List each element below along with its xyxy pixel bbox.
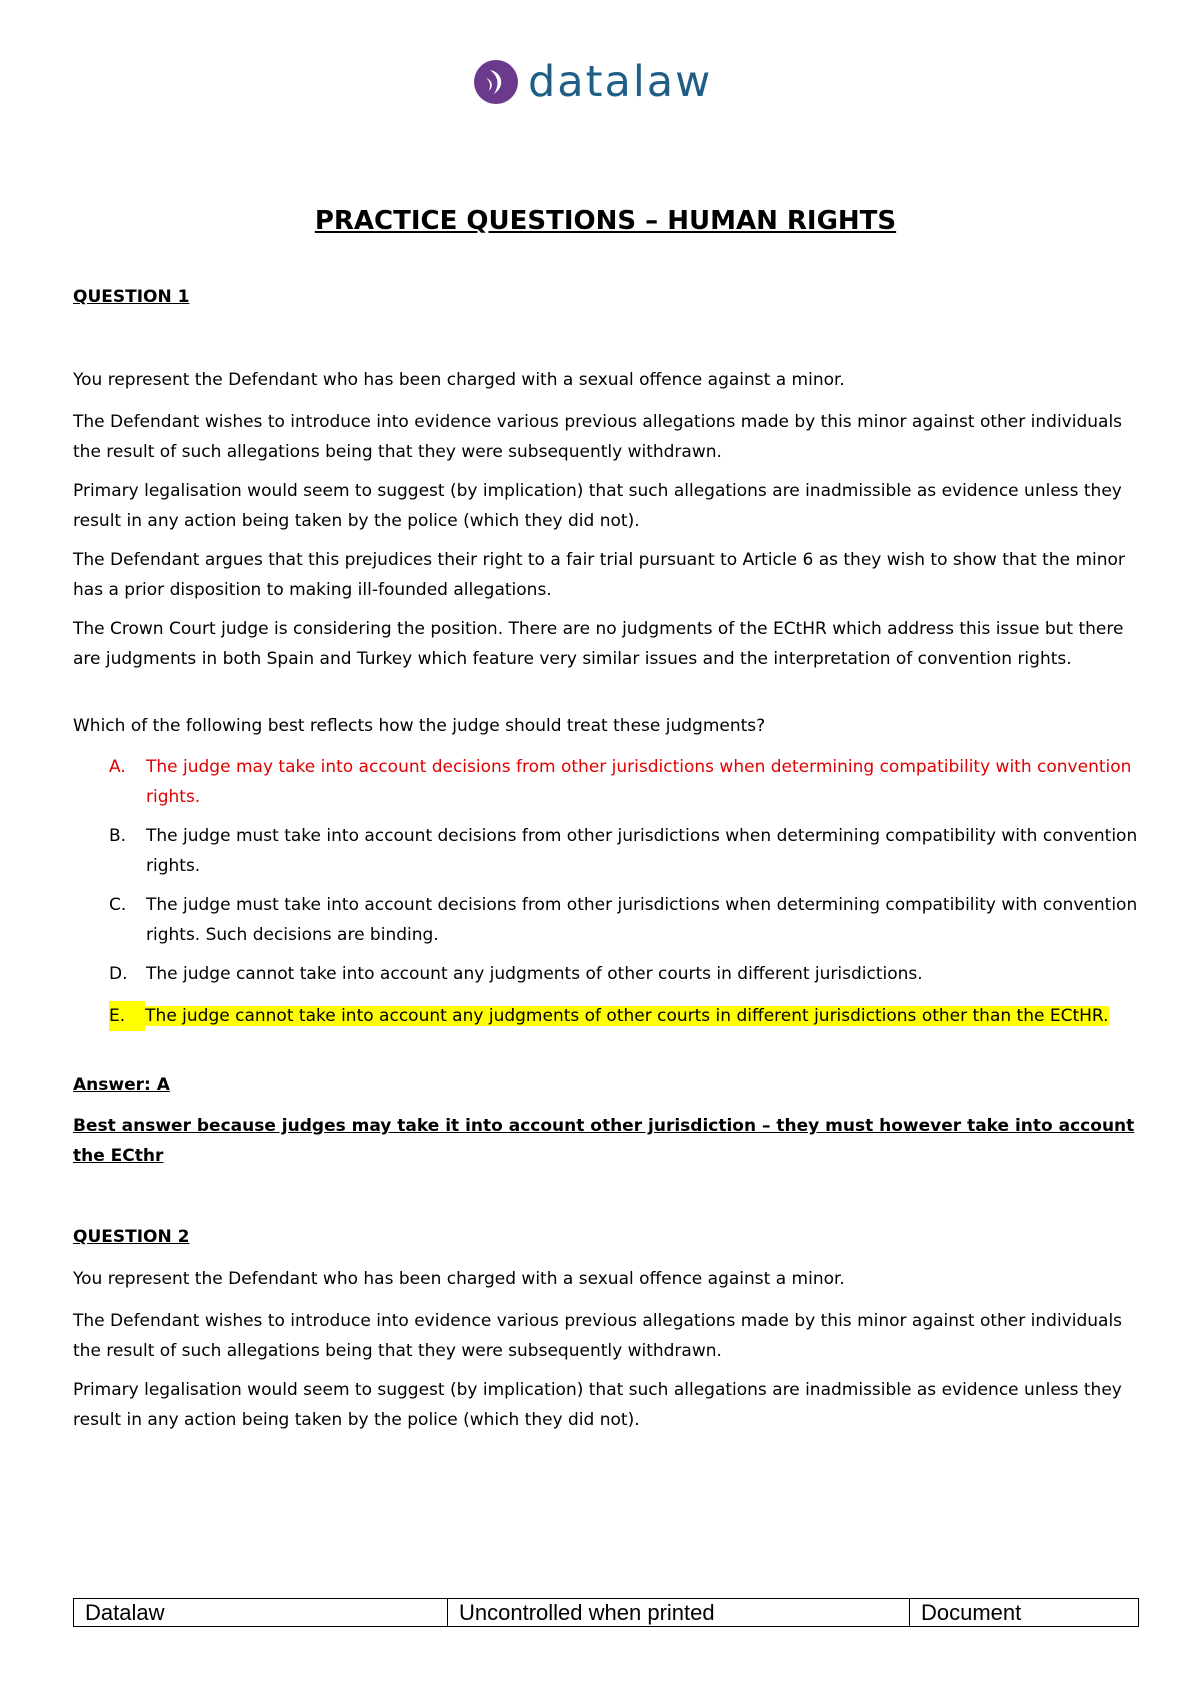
- option-text: The judge must take into account decisions from other jurisdictions when determining compatibility with convention rights.: [146, 826, 1138, 876]
- q1-paragraph: The Crown Court judge is considering the position. There are no judgments of the ECtHR which address this issue but there are judgments in both Spain and Turkey which feature very similar issues and the interpretation of convention rights.: [73, 619, 1124, 669]
- answer-line: Answer: A: [73, 1075, 170, 1095]
- option-b: [109, 821, 1139, 881]
- q1-paragraph: The Defendant wishes to introduce into evidence various previous allegations made by this minor against other individuals the result of such allegations being that they were subsequently withdrawn.: [73, 412, 1123, 462]
- option-text: The judge cannot take into account any judgments of other courts in different jurisdictions other than the ECtHR.: [145, 1006, 1109, 1026]
- q1-paragraph: Primary legalisation would seem to suggest (by implication) that such allegations are inadmissible as evidence unless they result in any action being taken by the police (which they did not).: [73, 481, 1122, 531]
- option-letter: D.: [109, 964, 128, 984]
- q2-paragraph: Primary legalisation would seem to suggest (by implication) that such allegations are inadmissible as evidence unless they result in any action being taken by the police (which they did not).: [73, 1380, 1122, 1430]
- option-letter: A.: [109, 757, 126, 777]
- footer-cell: Uncontrolled when printed: [448, 1599, 910, 1626]
- option-c: [109, 890, 1139, 950]
- footer-table: [73, 1598, 1139, 1627]
- footer-cell: Document: [921, 1600, 1022, 1625]
- question-2-heading: QUESTION 2: [73, 1227, 190, 1247]
- option-letter: E.: [109, 1001, 145, 1031]
- page-title: PRACTICE QUESTIONS – HUMAN RIGHTS: [314, 206, 897, 236]
- option-text: The judge cannot take into account any judgments of other courts in different jurisdictions.: [146, 964, 923, 984]
- question-1-heading: QUESTION 1: [73, 287, 190, 307]
- option-letter: B.: [109, 826, 127, 846]
- datalaw-swirl-icon: [472, 58, 520, 106]
- footer-cell: Datalaw: [74, 1599, 448, 1626]
- option-text: The judge may take into account decisions from other jurisdictions when determining compatibility with convention rights.: [146, 757, 1132, 807]
- option-a: [109, 752, 1139, 812]
- option-e: [109, 1001, 1139, 1031]
- option-text: The judge must take into account decisions from other jurisdictions when determining compatibility with convention rights. Such decisions are binding.: [146, 895, 1138, 945]
- q2-paragraph: You represent the Defendant who has been charged with a sexual offence against a minor.: [73, 1269, 845, 1289]
- q1-paragraph: The Defendant argues that this prejudices their right to a fair trial pursuant to Article 6 as they wish to show that the minor has a prior disposition to making ill-founded allegations.: [73, 550, 1125, 600]
- q1-question-prompt: Which of the following best reflects how the judge should treat these judgments?: [73, 716, 766, 736]
- brand-logo: [472, 54, 712, 110]
- option-letter: C.: [109, 895, 127, 915]
- option-d: [109, 959, 1139, 989]
- q1-paragraph: You represent the Defendant who has been charged with a sexual offence against a minor.: [73, 370, 845, 390]
- brand-name: datalaw: [528, 57, 713, 107]
- q2-paragraph: The Defendant wishes to introduce into evidence various previous allegations made by this minor against other individuals the result of such allegations being that they were subsequently withdrawn.: [73, 1311, 1123, 1361]
- answer-explanation: Best answer because judges may take it into account other jurisdiction – they must however take into account the ECthr: [73, 1116, 1135, 1166]
